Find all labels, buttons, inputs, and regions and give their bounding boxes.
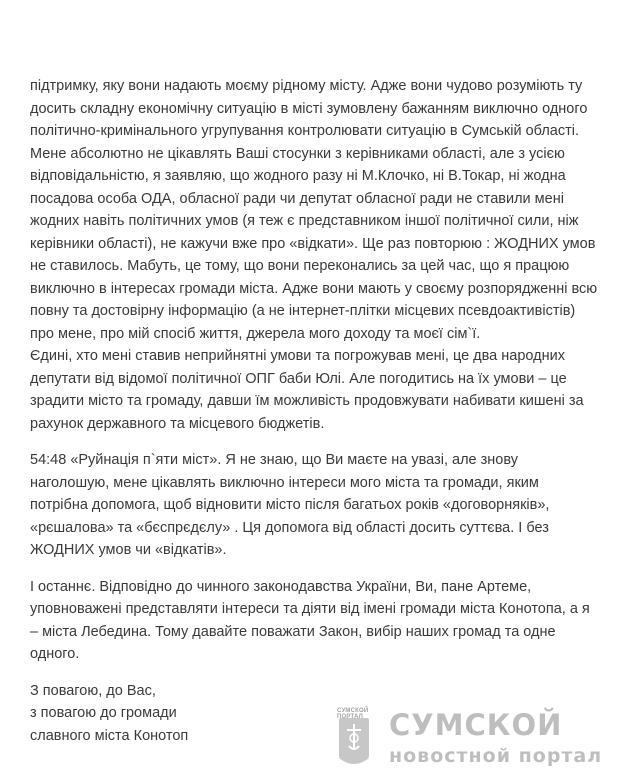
article-body xyxy=(30,75,600,747)
coat-of-arms-icon xyxy=(337,708,377,772)
article-paragraph: 54:48 «Руйнація п`яти міст». Я не знаю, що Ви маєте на увазі, але знову наголошую, мене цікавлять виключно інтереси мого міста та громади, яким потрібна допомога, щоб відновити місто після багатьох років «договорняків», «рєшалова» та «бєспрєдєлу» . Ця допомога від області досить суттєва. І без ЖОДНИХ умов чи «відкатів». xyxy=(30,452,550,558)
watermark-title: СУМСКОЙ xyxy=(389,708,563,742)
watermark-subtitle: новостной портал xyxy=(389,745,603,767)
emblem-label: СУМСКОЙ ПОРТАЛ xyxy=(337,708,369,720)
signature: З повагою, до Вас, з повагою до громади славного міста Конотоп xyxy=(30,682,189,744)
article-paragraph: Єдині, хто мені ставив неприйнятні умови та погрожував мені, це два народних депутати від відомої політичної ОПГ баби Юлі. Але погодитись на їх умови – це зрадити місто та громаду, давши їм можливість продовжувати набивати кишені за рахунок державного та місцевого бюджетів. xyxy=(30,348,584,432)
article-paragraph: І останнє. Відповідно до чинного законодавства України, Ви, пане Артеме, уповноважені представляти інтереси та діяти від імені громади міста Конотопа, а я – міста Лебедина. Тому давайте поважати Закон, вибір наших громад та одне одного. xyxy=(30,578,590,662)
site-watermark xyxy=(337,706,624,772)
article-paragraph: підтримку, яку вони надають моєму рідному місту. Адже вони чудово розуміють ту досить складну економічну ситуацію в місті зумовлену бажанням виключно одного політично-кримінального угрупування контролювати ситуацію в Сумській області. Мене абсолютно не цікавлять Ваші стосунки з керівниками області, але з усією відповідальністю, я заявляю, що жодного разу ні М.Клочко, ні В.Токар, ні жодна посадова особа ОДА, обласної ради чи депутат обласної ради не ставили мені жодних навіть політичних умов (я теж є представником іншої політичної сили, ніж керівники області), не кажучи вже про «відкати». Ще раз повторюю : ЖОДНИХ умов не ставилось. Мабуть, це тому, що вони переконались за цей час, що я працюю виключно в інтересах громади міста. Адже вони мають у своєму розпорядженні всю повну та достовірну інформацію (а не інтернет-плітки місцевих псевдоактивістів) про мене, про мій спосіб життя, джерела мого доходу та моєї сім`ї. xyxy=(30,78,598,342)
